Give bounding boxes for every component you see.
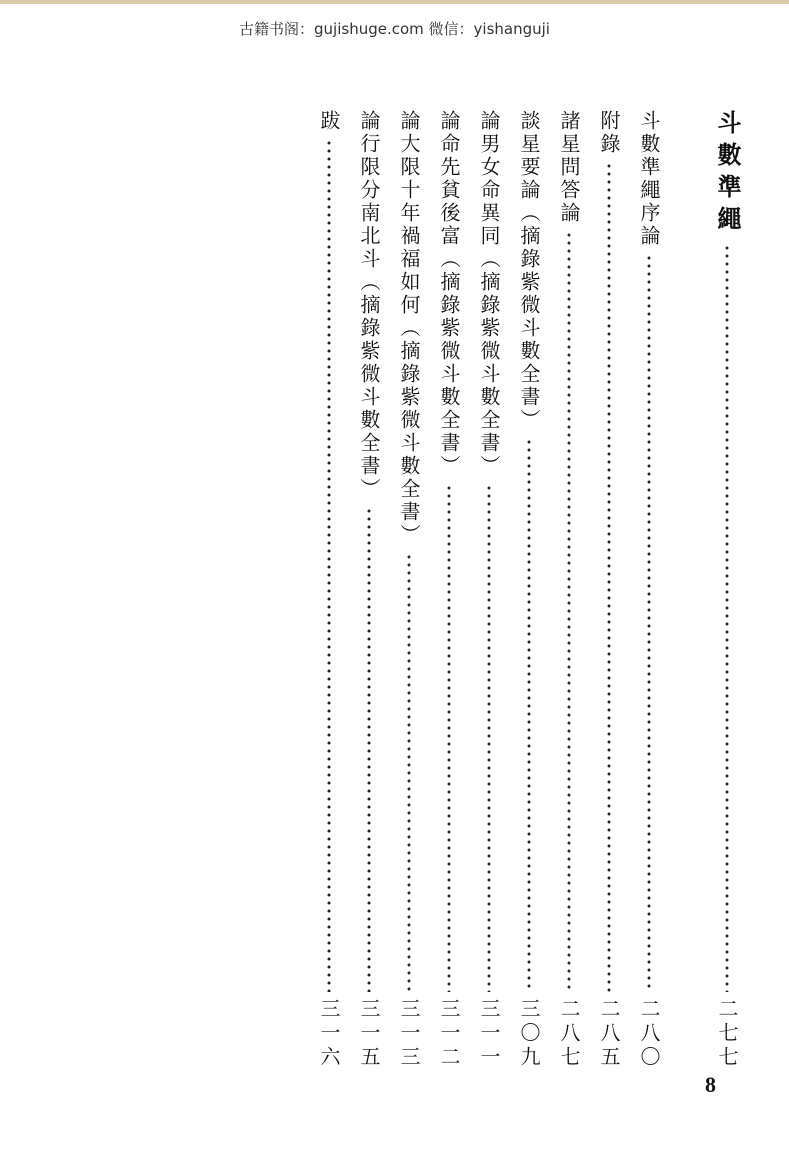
toc-entry-label: 跋 xyxy=(317,110,341,133)
toc-page-number: 三一五 xyxy=(357,998,381,1070)
toc-page-number: 三一三 xyxy=(397,998,421,1070)
toc-entry-label: 論行限分南北斗（摘錄紫微斗數全書） xyxy=(357,110,381,501)
toc-entry-label: 論命先貧後富（摘錄紫微斗數全書） xyxy=(437,110,461,478)
toc-entry[interactable] xyxy=(549,110,589,1070)
dot-leader xyxy=(567,231,571,992)
toc-page-number: 三一一 xyxy=(477,998,501,1070)
toc-page-number: 二七七 xyxy=(715,998,739,1070)
toc-page-number: 二八〇 xyxy=(637,998,661,1070)
toc-page-number: 二八五 xyxy=(597,998,621,1070)
dot-leader xyxy=(487,484,491,992)
dot-leader xyxy=(407,553,411,992)
toc-entry-label: 論大限十年禍福如何（摘錄紫微斗數全書） xyxy=(397,110,421,547)
dot-leader xyxy=(327,139,331,992)
toc-entry-label: 論男女命異同（摘錄紫微斗數全書） xyxy=(477,110,501,478)
toc-entry[interactable] xyxy=(349,110,389,1070)
toc-entry[interactable] xyxy=(389,110,429,1070)
toc-entry-label: 附錄 xyxy=(597,110,621,156)
toc-entry[interactable] xyxy=(509,110,549,1070)
toc-entry[interactable] xyxy=(309,110,349,1070)
dot-leader xyxy=(447,484,451,992)
toc-entry[interactable] xyxy=(429,110,469,1070)
watermark-text: 古籍书阁：gujishuge.com 微信：yishanguji xyxy=(239,20,550,38)
toc-title: 斗數準繩 xyxy=(713,110,742,238)
page-number: 8 xyxy=(705,1072,716,1097)
dot-leader xyxy=(607,162,611,992)
toc-entry-label: 談星要論（摘錄紫微斗數全書） xyxy=(517,110,541,432)
toc-entry-label: 斗數準繩序論 xyxy=(637,110,661,248)
dot-leader xyxy=(647,254,651,992)
dot-leader xyxy=(367,507,371,992)
toc-title-column xyxy=(704,110,750,1070)
toc-page-number: 三一六 xyxy=(317,998,341,1070)
toc-page-number: 二八七 xyxy=(557,998,581,1070)
dot-leader xyxy=(725,244,729,992)
toc-entry[interactable] xyxy=(589,110,629,1070)
dot-leader xyxy=(527,438,531,992)
toc-entry-label: 諸星問答論 xyxy=(557,110,581,225)
toc-entry[interactable] xyxy=(629,110,669,1070)
toc-page-number: 三〇九 xyxy=(517,998,541,1070)
toc-page-number: 三一二 xyxy=(437,998,461,1070)
top-border-band xyxy=(0,0,789,4)
table-of-contents xyxy=(300,110,750,1070)
toc-entry[interactable] xyxy=(469,110,509,1070)
